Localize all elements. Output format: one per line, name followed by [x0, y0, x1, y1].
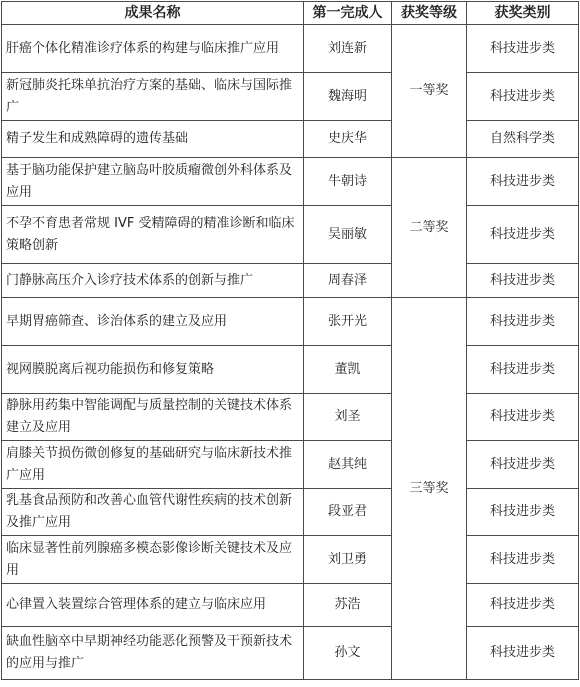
achievement-name: 静脉用药集中智能调配与质量控制的关键技术体系建立及应用 — [2, 394, 304, 441]
table-row — [2, 298, 579, 346]
award-category: 科技进步类 — [467, 158, 579, 206]
award-level: 一等奖 — [392, 25, 467, 158]
first-author: 刘卫勇 — [304, 536, 392, 584]
first-author: 史庆华 — [304, 121, 392, 158]
award-category: 科技进步类 — [467, 536, 579, 584]
award-category: 科技进步类 — [467, 73, 579, 121]
table-row — [2, 25, 579, 73]
table-row — [2, 346, 579, 394]
award-category: 科技进步类 — [467, 394, 579, 441]
achievement-name: 心律置入装置综合管理体系的建立与临床应用 — [2, 584, 304, 627]
first-author: 刘连新 — [304, 25, 392, 73]
award-category: 科技进步类 — [467, 489, 579, 536]
achievement-name: 缺血性脑卒中早期神经功能恶化预警及干预新技术的应用与推广 — [2, 627, 304, 680]
table-row — [2, 206, 579, 264]
achievement-name: 肝癌个体化精准诊疗体系的构建与临床推广应用 — [2, 25, 304, 73]
achievement-name: 门静脉高压介入诊疗技术体系的创新与推广 — [2, 264, 304, 298]
first-author: 段亚君 — [304, 489, 392, 536]
award-category: 科技进步类 — [467, 627, 579, 680]
first-author: 苏浩 — [304, 584, 392, 627]
header-row — [2, 2, 579, 25]
achievement-name: 视网膜脱离后视功能损伤和修复策略 — [2, 346, 304, 394]
awards-table — [1, 1, 579, 680]
award-level: 二等奖 — [392, 158, 467, 298]
table-row — [2, 584, 579, 627]
achievement-name: 早期胃癌筛查、诊治体系的建立及应用 — [2, 298, 304, 346]
first-author: 孙文 — [304, 627, 392, 680]
award-category: 科技进步类 — [467, 346, 579, 394]
header-category: 获奖类别 — [467, 2, 579, 25]
achievement-name: 乳基食品预防和改善心血管代谢性疾病的技术创新及推广应用 — [2, 489, 304, 536]
first-author: 刘圣 — [304, 394, 392, 441]
award-category: 自然科学类 — [467, 121, 579, 158]
achievement-name: 临床显著性前列腺癌多模态影像诊断关键技术及应用 — [2, 536, 304, 584]
table-row — [2, 394, 579, 441]
table-row — [2, 158, 579, 206]
first-author: 牛朝诗 — [304, 158, 392, 206]
achievement-name: 肩膝关节损伤微创修复的基础研究与临床新技术推广应用 — [2, 441, 304, 489]
award-category: 科技进步类 — [467, 264, 579, 298]
award-category: 科技进步类 — [467, 298, 579, 346]
achievement-name: 新冠肺炎托珠单抗治疗方案的基础、临床与国际推广 — [2, 73, 304, 121]
award-category: 科技进步类 — [467, 584, 579, 627]
award-category: 科技进步类 — [467, 441, 579, 489]
achievement-name: 基于脑功能保护建立脑岛叶胶质瘤微创外科体系及应用 — [2, 158, 304, 206]
table-row — [2, 264, 579, 298]
achievement-name: 精子发生和成熟障碍的遗传基础 — [2, 121, 304, 158]
table-row — [2, 536, 579, 584]
award-category: 科技进步类 — [467, 206, 579, 264]
first-author: 魏海明 — [304, 73, 392, 121]
first-author: 吴丽敏 — [304, 206, 392, 264]
achievement-name: 不孕不育患者常规 IVF 受精障碍的精准诊断和临床策略创新 — [2, 206, 304, 264]
award-level: 三等奖 — [392, 298, 467, 680]
first-author: 张开光 — [304, 298, 392, 346]
table-row — [2, 121, 579, 158]
award-category: 科技进步类 — [467, 25, 579, 73]
header-name: 成果名称 — [2, 2, 304, 25]
first-author: 赵其纯 — [304, 441, 392, 489]
first-author: 董凯 — [304, 346, 392, 394]
table-row — [2, 627, 579, 680]
table-row — [2, 441, 579, 489]
header-level: 获奖等级 — [392, 2, 467, 25]
first-author: 周春泽 — [304, 264, 392, 298]
header-person: 第一完成人 — [304, 2, 392, 25]
table-row — [2, 489, 579, 536]
table-row — [2, 73, 579, 121]
